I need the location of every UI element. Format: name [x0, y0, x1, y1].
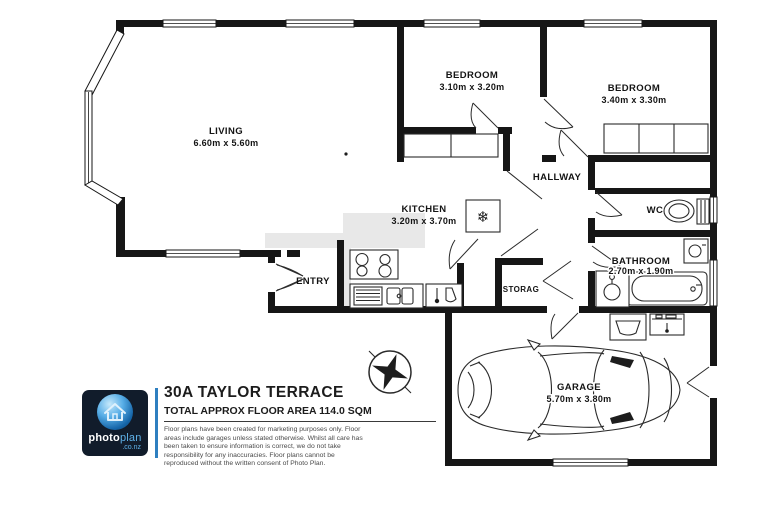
washing-machine-icon — [650, 314, 684, 335]
disclaimer-line: responsibility for any inaccuracies. Floor plans cannot be — [164, 451, 335, 459]
hallway-label: HALLWAY — [532, 172, 582, 183]
bedroom2-label: BEDROOM — [607, 83, 661, 94]
wardrobe-icon — [604, 124, 708, 153]
vanity-icon — [684, 239, 708, 263]
horizontal-rule — [164, 421, 436, 422]
kitchen-dims: 3.20m x 3.70m — [391, 216, 457, 226]
bathtub-icon — [627, 272, 707, 305]
kitchen-sink-icon — [350, 284, 423, 308]
floor-area-line: TOTAL APPROX FLOOR AREA 114.0 SQM — [164, 405, 372, 417]
bedroom2-dims: 3.40m x 3.30m — [601, 95, 667, 105]
living-label: LIVING — [208, 126, 244, 137]
house-icon — [97, 394, 133, 430]
garage-label: GARAGE — [556, 382, 602, 393]
property-address: 30A TAYLOR TERRACE — [164, 384, 344, 401]
linen-cupboard-icon — [404, 134, 498, 157]
disclaimer-line: reproduced without the written consent of Photo Plan. — [164, 460, 326, 468]
bathroom-dims: 2.70m x 1.90m — [608, 266, 674, 276]
entry-label: ENTRY — [296, 276, 330, 287]
garage-tub-icon — [610, 314, 646, 340]
laundry-tub-icon — [426, 284, 462, 307]
bedroom1-label: BEDROOM — [445, 70, 499, 81]
plan-dot — [344, 152, 347, 155]
logo-photo: photo — [88, 432, 120, 444]
photoplan-logo — [82, 390, 148, 456]
snowflake-glyph: ❄ — [476, 208, 490, 226]
disclaimer-line: areas include garages unless stated otherwise. Whilst all care has — [164, 434, 363, 442]
kitchen-label: KITCHEN — [401, 204, 447, 215]
logo-domain: .co.nz — [122, 444, 141, 451]
storage-label: STORAG — [502, 285, 540, 294]
wc-label: WC — [646, 205, 664, 216]
title-block — [82, 384, 462, 468]
garage-dims: 5.70m x 3.80m — [546, 394, 612, 404]
basin-icon — [596, 271, 629, 307]
disclaimer-line: Floor plans have been created for marketing purposes only. Floor — [164, 426, 361, 433]
stove-icon — [350, 250, 398, 279]
logo-plan: plan — [119, 432, 142, 444]
fridge-icon — [466, 200, 500, 232]
disclaimer-line: been taken to ensure information is correct, we do not take — [164, 443, 341, 451]
bedroom1-dims: 3.10m x 3.20m — [439, 82, 505, 92]
toilet-icon — [664, 199, 709, 224]
bathroom-label: BATHROOM — [611, 256, 671, 267]
living-dims: 6.60m x 5.60m — [193, 138, 259, 148]
logo-wordmark — [88, 433, 141, 444]
title-divider — [155, 388, 158, 458]
